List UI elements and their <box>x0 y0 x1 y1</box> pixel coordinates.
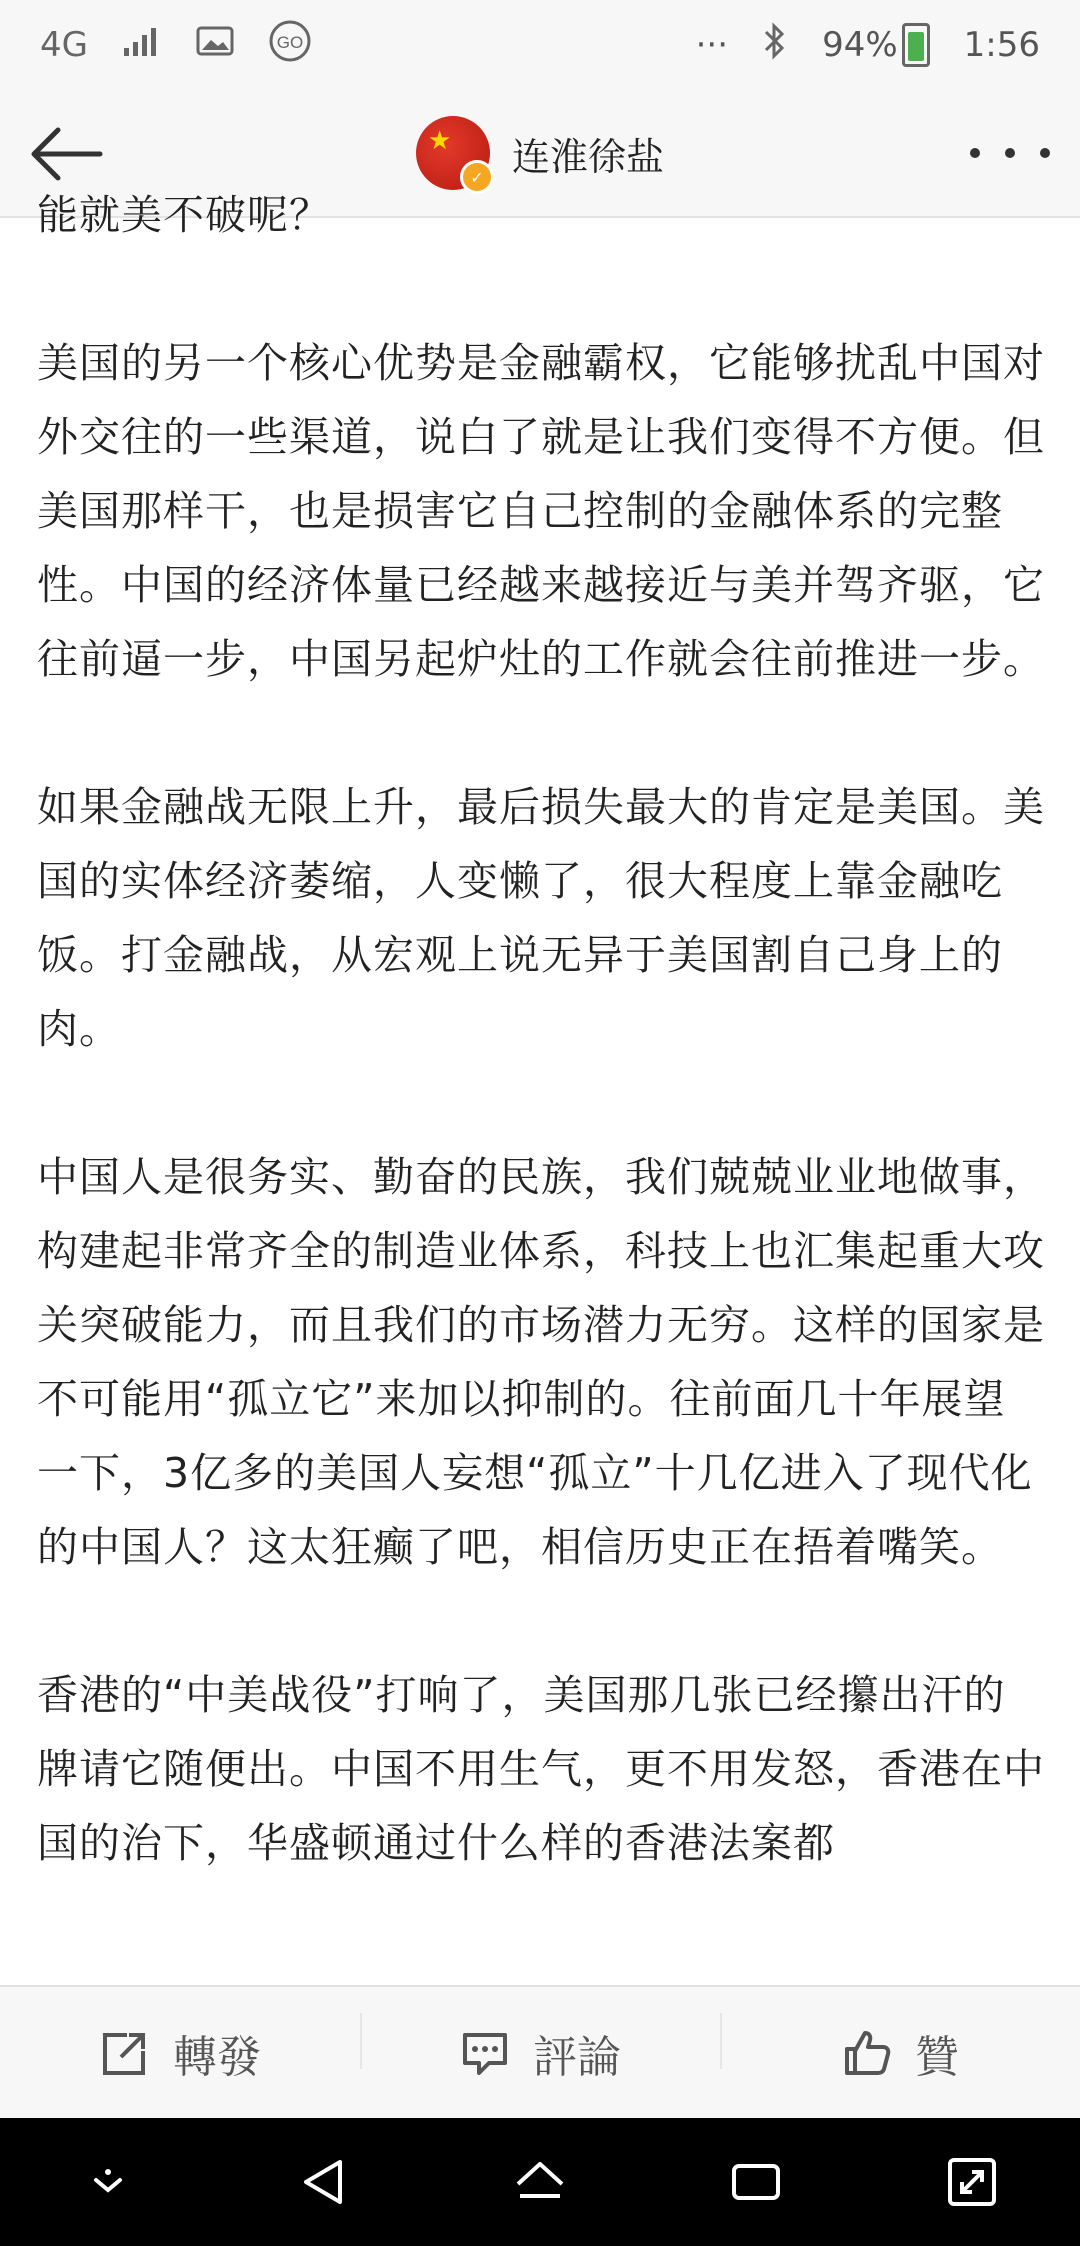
verified-badge-icon: ✓ <box>460 160 494 194</box>
article-paragraph: 能就美不破呢？ <box>37 191 331 239</box>
article-paragraph: 香港的“中美战役”打响了，美国那几张已经攥出汗的牌请它随便出。中国不用生气，更不用发怒，香港在中国的治下，华盛顿通过什么样的香港法案都 <box>37 1671 1045 1867</box>
status-left <box>40 19 312 72</box>
network-type-icon: 4G <box>40 25 88 65</box>
triangle-back-icon <box>296 2154 352 2210</box>
dot-icon <box>1005 148 1015 158</box>
dot-icon <box>970 148 980 158</box>
status-bar <box>0 0 1080 90</box>
chevron-down-icon <box>80 2154 136 2210</box>
hide-nav-button[interactable] <box>73 2147 143 2217</box>
system-nav-bar <box>0 2118 1080 2246</box>
article-paragraph: 如果金融战无限上升，最后损失最大的肯定是美国。美国的实体经济萎缩，人变懒了，很大程度上靠金融吃饭。打金融战，从宏观上说无异于美国割自己身上的肉。 <box>37 783 1045 1053</box>
go-icon-label: GO <box>276 32 304 52</box>
go-icon <box>268 19 312 72</box>
dot-icon <box>1040 148 1050 158</box>
star-icon: ★ <box>427 126 452 156</box>
page-title[interactable]: 连淮徐盐 <box>511 134 664 179</box>
like-label: 贊 <box>915 2031 959 2083</box>
status-right <box>696 22 1040 69</box>
comment-button[interactable] <box>360 2021 720 2085</box>
home-nav-button[interactable] <box>505 2147 575 2217</box>
battery-percent: 94% <box>822 25 898 65</box>
home-icon <box>512 2154 568 2210</box>
article-body[interactable] <box>0 191 1080 1985</box>
thumbs-up-icon <box>841 2027 893 2079</box>
back-nav-button[interactable] <box>289 2147 359 2217</box>
share-icon <box>99 2027 151 2079</box>
expand-icon <box>944 2154 1000 2210</box>
comment-icon <box>459 2027 511 2079</box>
like-button[interactable] <box>720 2021 1080 2085</box>
article-paragraph: 中国人是很务实、勤奋的民族，我们兢兢业业地做事，构建起非常齐全的制造业体系，科技上也汇集起重大攻关突破能力，而且我们的市场潜力无穷。这样的国家是不可能用“孤立它”来加以抑制的。往前面几十年展望一下，3亿多的美国人妄想“孤立”十几亿进入了现代化的中国人？这太狂癫了吧，相信历史正在捂着嘴笑。 <box>37 1153 1045 1571</box>
status-more: ··· <box>695 25 729 65</box>
article-content <box>37 178 1047 1954</box>
recents-nav-button[interactable] <box>721 2147 791 2217</box>
signal-icon <box>122 24 162 67</box>
recents-icon <box>728 2154 784 2210</box>
battery-icon <box>902 23 930 67</box>
more-options-button[interactable] <box>970 128 1050 178</box>
repost-button[interactable] <box>0 2021 360 2085</box>
battery-group <box>822 23 930 67</box>
image-icon <box>196 25 234 66</box>
article-paragraph: 美国的另一个核心优势是金融霸权，它能够扰乱中国对外交往的一些渠道，说白了就是让我们变得不方便。但美国那样干，也是损害它自己控制的金融体系的完整性。中国的经济体量已经越来越接近与美并驾齐驱，它往前逼一步，中国另起炉灶的工作就会往前推进一步。 <box>37 339 1045 683</box>
comment-label: 評論 <box>533 2031 621 2083</box>
bluetooth-icon <box>762 22 788 69</box>
clock: 1:56 <box>963 25 1040 65</box>
expand-nav-button[interactable] <box>937 2147 1007 2217</box>
action-bar <box>0 1985 1080 2118</box>
repost-label: 轉發 <box>173 2031 261 2083</box>
